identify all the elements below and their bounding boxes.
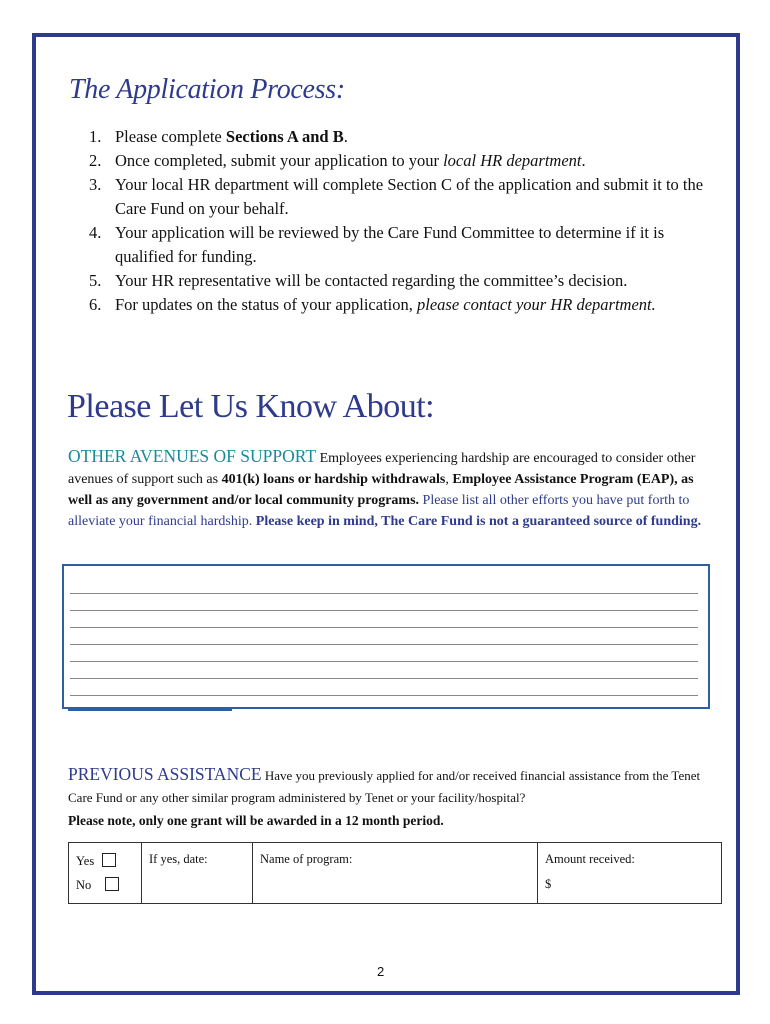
writing-line bbox=[70, 644, 698, 645]
writing-line bbox=[70, 593, 698, 594]
yes-no-cell: Yes No bbox=[69, 843, 142, 904]
amount-field[interactable]: Amount received: $ bbox=[538, 843, 722, 904]
step-item: 3. Your local HR department will complete Section C of the application and submit it to the Care Fund on your behalf. bbox=[89, 175, 704, 218]
writing-line bbox=[70, 661, 698, 662]
step-item: 1. Please complete Sections A and B. bbox=[89, 127, 348, 146]
previous-assistance-paragraph: PREVIOUS ASSISTANCE Have you previously applied for and/or received financial assistance from the Tenet Care Fund or any other similar program administered by Tenet or your facility/hospital? bbox=[68, 764, 701, 805]
previous-assistance-table bbox=[68, 842, 722, 904]
writing-line bbox=[70, 695, 698, 696]
step-item: 6. For updates on the status of your application, please contact your HR department. bbox=[89, 295, 656, 314]
date-field[interactable]: If yes, date: bbox=[142, 843, 253, 904]
previous-assistance-heading: PREVIOUS ASSISTANCE bbox=[68, 764, 262, 784]
other-avenues-paragraph: OTHER AVENUES OF SUPPORT Employees experiencing hardship are encouraged to consider other avenues of support such as 401(k) loans or hardship withdrawals, Employee Assistance Program (EAP), as well as any government and/or local community programs. Please list all other efforts you have put forth to alleviate your financial hardship. Please keep in mind, The Care Fund is not a guaranteed source of funding. bbox=[68, 446, 702, 529]
grant-note: Please note, only one grant will be awarded in a 12 month period. bbox=[68, 813, 444, 828]
application-process-title: The Application Process: bbox=[69, 74, 345, 105]
step-item: 2. Once completed, submit your application to your local HR department. bbox=[89, 151, 586, 170]
textbox-underline bbox=[68, 709, 232, 711]
step-item: 4. Your application will be reviewed by the Care Fund Committee to determine if it is qualified for funding. bbox=[89, 223, 665, 266]
yes-checkbox[interactable] bbox=[102, 853, 116, 867]
process-steps bbox=[69, 125, 709, 317]
page-number: 2 bbox=[377, 964, 385, 979]
step-item: 5. Your HR representative will be contacted regarding the committee’s decision. bbox=[89, 271, 628, 290]
let-us-know-title: Please Let Us Know About: bbox=[67, 388, 435, 425]
writing-line bbox=[70, 678, 698, 679]
no-checkbox[interactable] bbox=[105, 877, 119, 891]
writing-line bbox=[70, 610, 698, 611]
program-name-field[interactable]: Name of program: bbox=[253, 843, 538, 904]
other-efforts-textbox[interactable] bbox=[62, 564, 710, 709]
other-avenues-heading: OTHER AVENUES OF SUPPORT bbox=[68, 446, 317, 466]
writing-line bbox=[70, 627, 698, 628]
